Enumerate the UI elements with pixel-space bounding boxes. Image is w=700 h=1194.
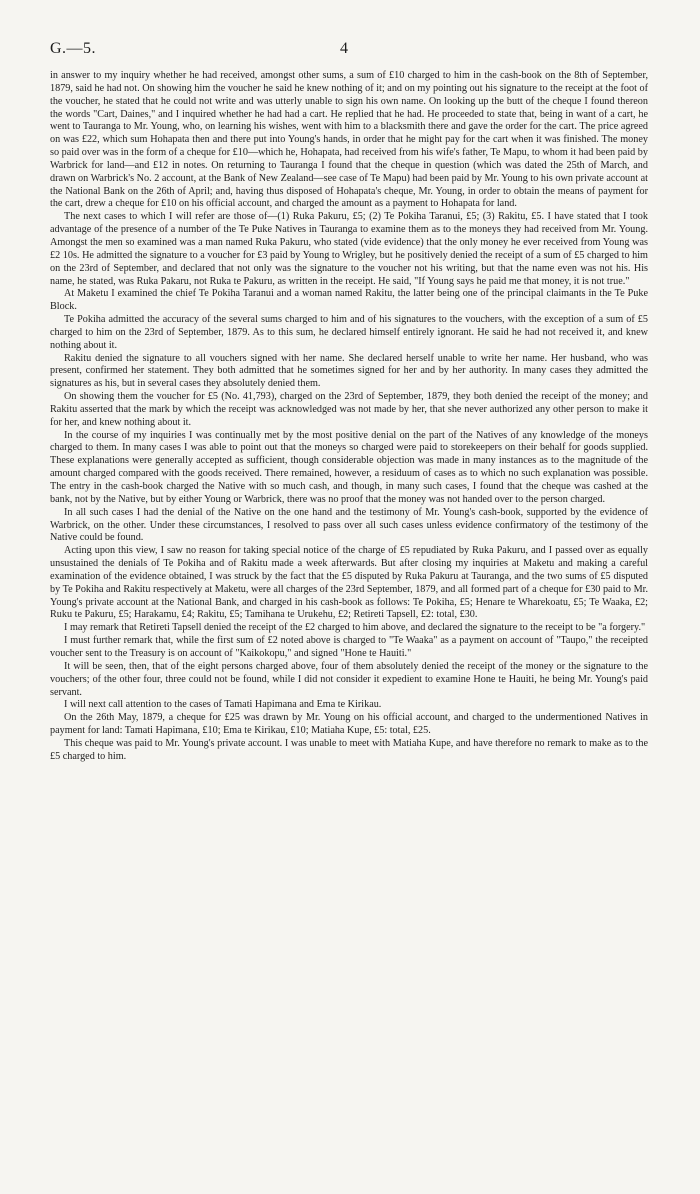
paragraph: The next cases to which I will refer are those of—(1) Ruka Pakuru, £5; (2) Te Pokiha Taranui, £5; (3) Rakitu, £5. I have stated that I took advantage of the presence of a number of the Te Puke Natives in Tauranga to examine them as to the moneys they had received from Mr. Young. Amongst the men so examined was a man named Ruka Pakuru, who stated (vide evidence) that the only money he ever received from Young was £2 10s. He admitted the signature to a voucher for £3 paid by Young to Wrigley, but he positively denied the receipt of a sum of £5 charged to him on the 23rd of September, and declared that not only was the signature to the voucher not his writing, but that the name even was not his. His name, he stated, was Ruka Pakaru, not Ruka te Pakuru, as written in the receipt. He said, "If Young says he paid me that money, it is not true." [50,211,648,287]
paragraph: At Maketu I examined the chief Te Pokiha Taranui and a woman named Rakitu, the latter being one of the principal claimants in the Te Puke Block. [50,288,648,313]
paragraph: It will be seen, then, that of the eight persons charged above, four of them absolutely denied the receipt of the money or the signature to the vouchers; of the other four, three could not be found, while I did not consider it expedient to examine Hone te Hauiti, he being Mr. Young's paid servant. [50,660,648,698]
paragraph: Te Pokiha admitted the accuracy of the several sums charged to him and of his signatures to the vouchers, with the exception of a sum of £5 charged to him on the 23rd of September, 1879. As to this sum, he declared himself entirely ignorant. He said he had not received it, and knew nothing about it. [50,314,648,351]
paragraph: In the course of my inquiries I was continually met by the most positive denial on the part of the Natives of any knowledge of the moneys charged to them. In many cases I was able to point out that the moneys so charged were paid to storekeepers on their behalf for goods supplied. These explanations were generally accepted as sufficient, though considerable objection was made in many instances as to the magnitude of the amount charged compared with the goods received. There remained, however, a residuum of cases as to which no such explanation was possible. The entry in the cash-book charged the Native with so much cash, and though, in many such cases, I found that the cheque was cashed at the bank, not by the Native, but by either Young or Warbrick, there was no proof that the money was not handed over to the person charged. [50,429,648,505]
paragraph: On showing them the voucher for £5 (No. 41,793), charged on the 23rd of September, 1879, they both denied the receipt of the money; and Rakitu asserted that the mark by which the receipt was acknowledged was not made by her, that she never authorized any other person to make it for her, and knew nothing about it. [50,391,648,428]
paragraph: On the 26th May, 1879, a cheque for £25 was drawn by Mr. Young on his official account, and charged to the undermentioned Natives in payment for land: Tamati Hapimana, £10; Ema te Kirikau, £10; Matiaha Kupe, £5: total, £25. [50,712,648,737]
paragraph: In all such cases I had the denial of the Native on the one hand and the testimony of Mr. Young's cash-book, supported by the evidence of Warbrick, on the other. Under these circumstances, I resolved to pass over all such cases unless evidence confirmatory of the testimony of the Native could be found. [50,506,648,544]
paragraph: This cheque was paid to Mr. Young's private account. I was unable to meet with Matiaha Kupe, and have therefore no remark to make as to the £5 charged to him. [50,737,648,762]
paragraph: Acting upon this view, I saw no reason for taking special notice of the charge of £5 repudiated by Ruka Pakuru, and I passed over as equally unsustained the denials of Te Pokiha and of Rakitu made a week afterwards. But after closing my inquiries at Maketu and making a careful examination of the evidence obtained, I was struck by the fact that the £5 disputed by Ruka Pakuru at Tauranga, and the two sums of £5 disputed by Te Pokiha and Rakitu respectively at Maketu, were all charges of the 23rd September, 1879, and all formed part of a cheque for £30 paid to Mr. Young's private account at the National Bank, and charged in his cash-book as follows: Te Pokiha, £5; Henare te Wharekoatu, £5; Te Waaka, £2; Ruku te Pakuru, £5; Harakamu, £4; Rakitu, £5; Tamihana te Urukehu, £2; Retireti Tapsell, £2: total, £30. [50,545,648,621]
paragraph: I may remark that Retireti Tapsell denied the receipt of the £2 charged to him above, and declared the signature to the receipt to be "a forgery." [64,622,646,634]
document-reference: G.—5. [50,40,97,57]
page-header [50,40,648,70]
page-number: 4 [340,40,348,57]
paragraph: in answer to my inquiry whether he had received, amongst other sums, a sum of £10 charged to him in the cash-book on the 8th of September, 1879, said he had not. On showing him the voucher he said he knew nothing of it; and on my pointing out his signature to the receipt at the foot of the voucher, he stated that he could not write and was utterly unable to sign his own name. On looking up the butt of the cheque I found thereon the words "Cart, Daines," and I inquired whether he had had a cart. He replied that he had. He proceeded to state that, being in want of a cart, he went to Tauranga to Mr. Young, who, on learning his wishes, went with him to a blacksmith there and gave the order for the cart. The price agreed on was £22, which sum Hohapata then and there put into Young's hands, in order that he might pay for the cart when it was finished. The money so paid over was in the form of a cheque for £10—which he, Hohapata, had received from his wife's father, Te Mapu, to whom it had been paid by Warbrick for land—and £12 in notes. On returning to Tauranga I found that the cheque in question (which was dated the 25th of March, and drawn on Warbrick's No. 2 account, at the Bank of New Zealand—see case of Te Mapu) had been paid by Mr. Young to his own private account at the National Bank on the 26th of April; and, having thus disposed of Hohapata's cheque, Mr. Young, in order to obtain the means of payment for the cart, drew a cheque for £10 on his official account, and charged the amount as a payment to Hohapata for land. [50,70,648,210]
paragraph: I must further remark that, while the first sum of £2 noted above is charged to "Te Waaka" as a payment on account of "Taupo," the receipted voucher sent to the Treasury is on account of "Kaikokopu," and signed "Hone te Hauiti." [50,635,648,659]
paragraph: I will next call attention to the cases of Tamati Hapimana and Ema te Kirikau. [64,699,382,711]
body-text [50,70,648,764]
paragraph: Rakitu denied the signature to all vouchers signed with her name. She declared herself unable to write her name. Her husband, who was present, confirmed her statement. They both admitted that he sometimes signed for her and by her authority. In many cases they admitted the signatures as his, but in several cases they absolutely denied them. [50,352,648,390]
